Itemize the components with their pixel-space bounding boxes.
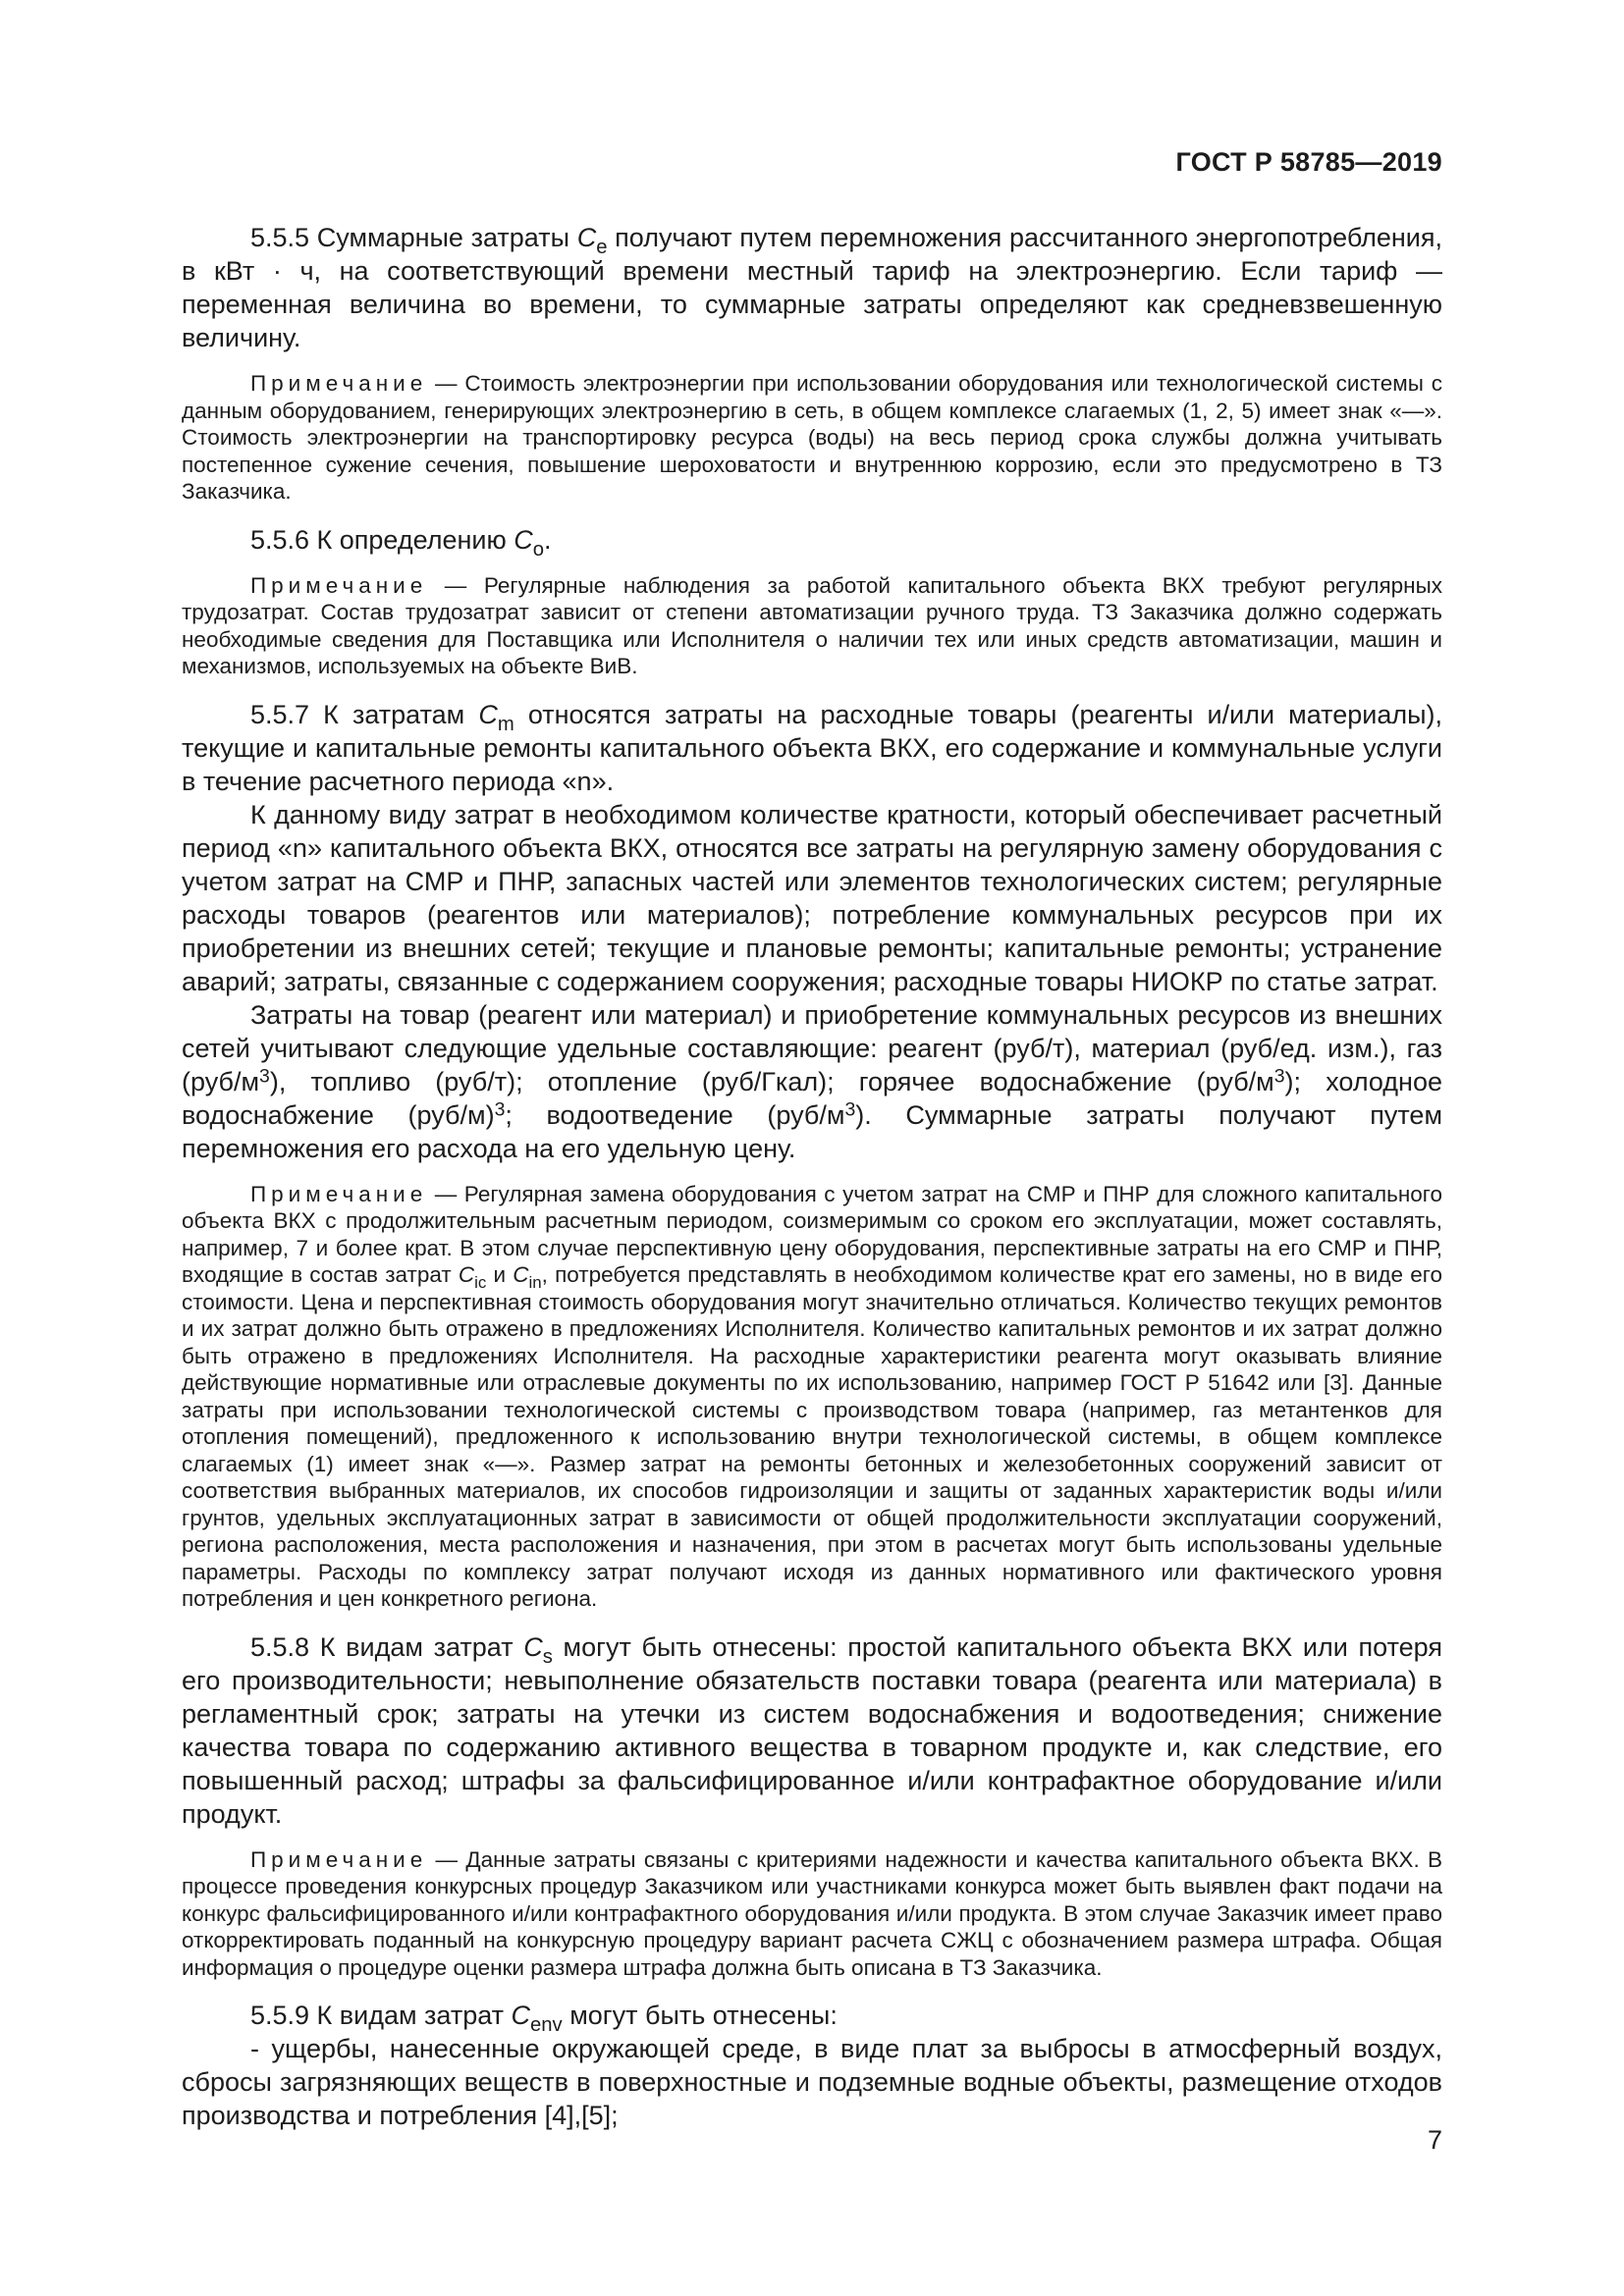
subscript: o (532, 538, 545, 561)
note-label: Примечание (250, 371, 428, 396)
paragraph-goods-costs: Затраты на товар (реагент или материал) и приобретение коммунальных ресурсов из внешних сетей учитывают следующие удельные составляющие: реагент (руб/т), материал (руб/ед. изм.), газ $(руб/м^3)$, топливо (руб/т); отопление (руб/Гкал); горячее водоснабжение $(руб/м^3)$; холодное водоснабжение $(руб/м)^3$; водоотведение $(руб/м^3)$. Суммарные затраты получают путем перемножения его расхода на его удельную цену. (182, 999, 1443, 1163)
subscript: e (596, 237, 608, 259)
var-c: C (514, 524, 533, 555)
note-label: Примечание (250, 1181, 428, 1206)
document-body (182, 221, 1442, 2132)
note-equipment-replacement: Примечание — Регулярная замена оборудования с учетом затрат на СМР и ПНР для сложного капитального объекта ВКХ с продолжительным расчетным периодом, соизмеримым со сроком его эксплуатации, может составлять, например, 7 и более крат. В этом случае перспективную цену оборудования, перспективные затраты на его СМР и ПНР, входящие в состав затрат $C_{ic}$ и $C_{in}$, потребуется представлять в необходимом количестве крат его замены, но в виде его стоимости. Цена и перспективная стоимость оборудования могут значительно отличаться. Количество текущих ремонтов и их затрат должно быть отражено в предложениях Исполнителя. Количество капитальных ремонтов и их затрат должно быть отражено в предложениях Исполнителя. На расходные характеристики реагента могут оказывать влияние действующие нормативные или отраслевые документы по их использованию, например ГОСТ Р 51642 или [3]. Данные затраты при использовании технологической системы с производством товара (например, газ метантенков для отопления помещений), предложенного к использованию внутри технологической системы, в общем комплексе слагаемых (1) имеет знак «—». Размер затрат на ремонты бетонных и железобетонных сооружений зависит от соответствия выбранных материалов, их способов гидроизоляции и защиты от заданных характеристик воды и/или грунтов, удельных эксплуатационных затрат в зависимости от общей продолжительности эксплуатации сооружений, региона расположения, места расположения и назначения, при этом в расчетах могут быть использованы удельные параметры. Расходы по комплексу затрат получают исходя из данных нормативного или фактического уровня потребления и цен конкретного региона. (182, 1181, 1442, 1611)
var-c: C (576, 223, 597, 252)
list-item-environmental-damage: - ущербы, нанесенные окружающей среде, в виде плат за выбросы в атмосферный воздух, сбросы загрязняющих веществ в поверхностные и подземные водные объекты, размещение отходов производства и потребления [4],[5]; (182, 2034, 1442, 2130)
note-electricity: Примечание — Стоимость электроэнергии при использовании оборудования или технологической системы с данным оборудованием, генерирующих электроэнергию в сеть, в общем комплексе слагаемых (1, 2, 5) имеет знак «—». Стоимость электроэнергии на транспортировку ресурса (воды) на весь период срока службы должна учитывать постепенное сужение сечения, повышение шероховатости и внутреннюю коррозию, если это предусмотрено в ТЗ Заказчика. (182, 371, 1442, 504)
clause-5-5-8: 5.5.8 К видам затрат $C_s$ могут быть отнесены: простой капитального объекта ВКХ или потеря его производительности; невыполнение обязательств поставки товара (реагента или материала) в регламентный срок; затраты на утечки из систем водоснабжения и водоотведения; снижение качества товара по содержанию активного вещества в товарном продукте и, как следствие, его повышенный расход; штрафы за фальсифицированное и/или контрафактное оборудование и/или продукт. (182, 1631, 1442, 1829)
document-header-standard: ГОСТ Р 58785—2019 (1175, 147, 1442, 177)
var-c: C (511, 2001, 531, 2030)
subscript: in (528, 1272, 542, 1292)
var-c: C (523, 1631, 543, 1662)
superscript: 3 (844, 1097, 856, 1120)
page-number: 7 (1427, 2125, 1442, 2155)
subscript: m (497, 713, 514, 735)
var-c: C (513, 1262, 529, 1287)
superscript: 3 (259, 1064, 270, 1087)
subscript: ic (474, 1272, 487, 1292)
superscript: 3 (494, 1097, 506, 1120)
var-c: C (458, 1262, 475, 1287)
note-label: Примечание (250, 572, 428, 598)
paragraph-frequency: К данному виду затрат в необходимом количестве кратности, который обеспечивает расчетный период «n» капитального объекта ВКХ, относятся все затраты на регулярную замену оборудования с учетом затрат на СМР и ПНР, запасных частей или элементов технологических систем; регулярные расходы товаров (реагентов или материалов); потребление коммунальных ресурсов при их приобретении из внешних сетей; текущие и плановые ремонты; капитальные ремонты; устранение аварий; затраты, связанные с содержанием сооружения; расходные товары НИОКР по статье затрат. (182, 799, 1442, 996)
subscript: env (530, 2014, 563, 2037)
clause-5-5-6: 5.5.6 К определению $C_o$. (250, 524, 552, 561)
superscript: 3 (1273, 1064, 1285, 1087)
clause-5-5-7: 5.5.7 К затратам $C_m$ относятся затраты на расходные товары (реагенты и/или материалы), текущие и капитальные ремонты капитального объекта ВКХ, его содержание и коммунальные услуги в течение расчетного периода «n». (182, 699, 1442, 796)
subscript: s (542, 1645, 553, 1668)
clause-5-5-9: 5.5.9 К видам затрат $C_{env}$ могут быть отнесены: (250, 2001, 838, 2037)
clause-5-5-5: 5.5.5 Суммарные затраты $C_e$ получают путем перемножения рассчитанного энергопотребления, в кВт · ч, на соответствующий времени местный тариф на электроэнергию. Если тариф — переменная величина во времени, то суммарные затраты определяют как средневзвешенную величину. (182, 223, 1442, 352)
note-labour: Примечание — Регулярные наблюдения за работой капитального объекта ВКХ требуют регулярных трудозатрат. Состав трудозатрат зависит от степени автоматизации ручного труда. ТЗ Заказчика должно содержать необходимые сведения для Поставщика или Исполнителя о наличии тех или иных средств автоматизации, машин и механизмов, используемых на объекте ВиВ. (182, 572, 1442, 678)
var-c: C (478, 699, 498, 729)
note-reliability: Примечание — Данные затраты связаны с критериями надежности и качества капитального объекта ВКХ. В процессе проведения конкурсных процедур Заказчиком или участниками конкурса может быть выявлен факт подачи на конкурс фальсифицированного и/или контрафактного оборудования и/или продукта. В этом случае Заказчик имеет право откорректировать поданный на конкурсную процедуру вариант расчета СЖЦ с обозначением размера штрафа. Общая информация о процедуре оценки размера штрафа должна быть описана в ТЗ Заказчика. (182, 1846, 1442, 1980)
note-label: Примечание (250, 1846, 428, 1872)
